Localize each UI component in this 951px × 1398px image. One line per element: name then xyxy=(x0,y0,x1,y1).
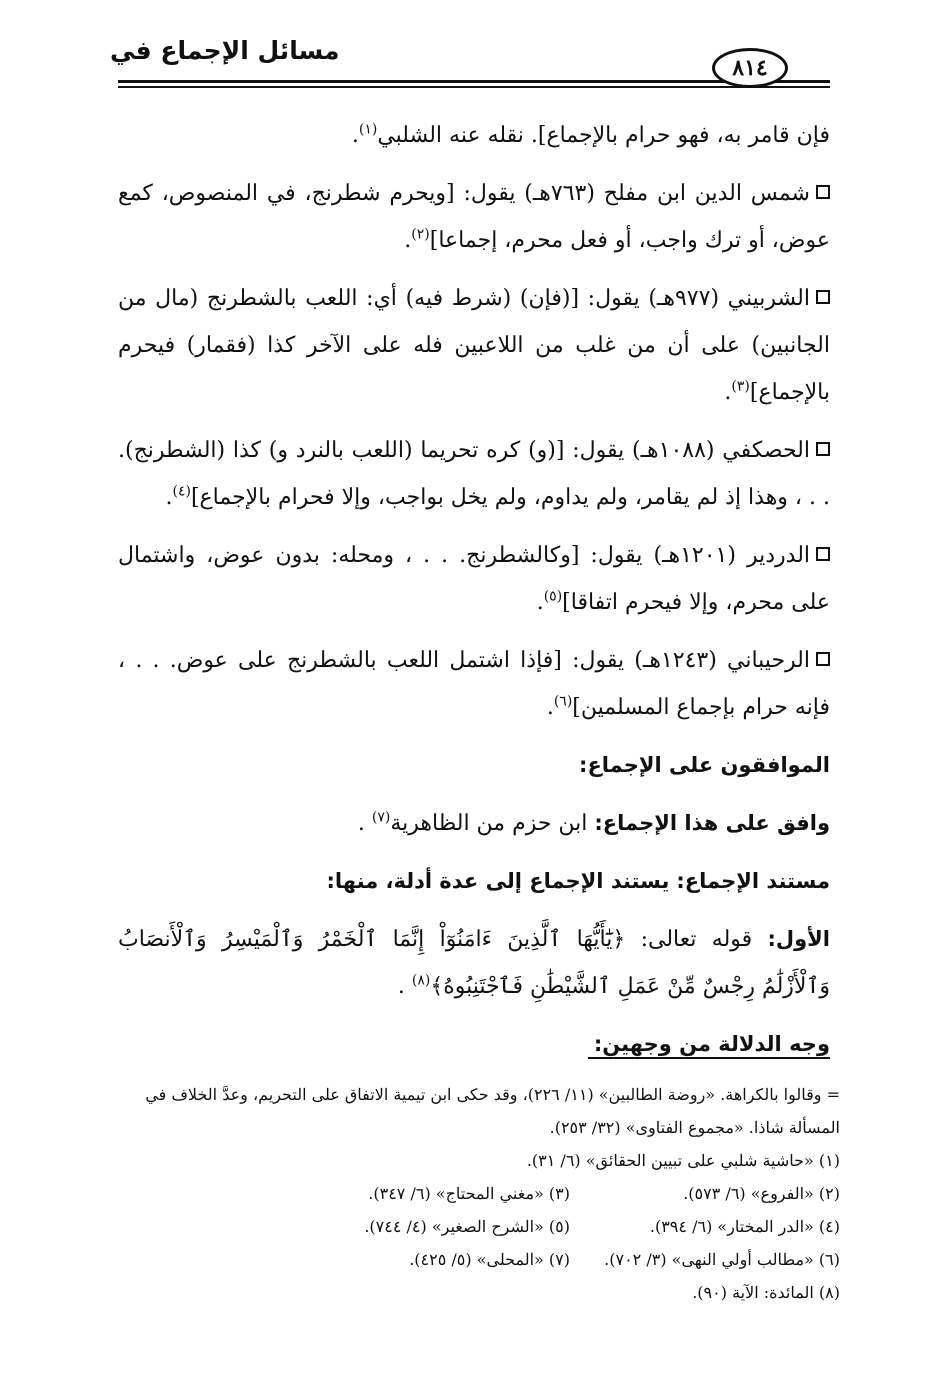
agreeing-label: وافق على هذا الإجماع: xyxy=(594,811,830,835)
footnote: (٨) المائدة: الآية (٩٠). xyxy=(692,1283,840,1302)
paragraph xyxy=(118,637,830,731)
paragraph xyxy=(118,170,830,264)
page-number: ٨١٤ xyxy=(712,48,788,88)
agreeing-text: ابن حزم من الظاهرية xyxy=(390,811,588,836)
footnote-row xyxy=(118,1243,840,1276)
header-rule-thin xyxy=(118,86,830,88)
footnote: (١) «حاشية شلبي على تبيين الحقائق» (٦/ ٣١). xyxy=(526,1151,840,1170)
sentence-end: . xyxy=(165,485,173,510)
section-heading xyxy=(118,1021,830,1068)
checkbox-icon xyxy=(816,442,830,456)
paragraph: الأول: قوله تعالى: ﴿يَٰٓأَيُّهَا ٱلَّذِينَ ءَامَنُوٓاْ إِنَّمَا ٱلْخَمْرُ وَٱلْمَيْسِرُ وَٱلْأَنصَابُ وَٱلْأَزْلَٰمُ رِجْسٌ مِّنْ عَمَلِ ٱلشَّيْطَٰنِ فَٱجْتَنِبُوهُ﴾$^{(٨)}$ . xyxy=(118,927,830,999)
paragraph-text: شمس الدين ابن مفلح (٧٦٣هـ) يقول: [ويحرم شطرنج، في المنصوص، كمع عوض، أو ترك واجب، أو فعل محرم، إجماعا] xyxy=(118,181,830,253)
paragraph-text: فإن قامر به، فهو حرام بالإجماع]. نقله عنه الشلبي xyxy=(377,123,830,148)
footnotes xyxy=(118,1078,840,1309)
footnote-ref: (٨) xyxy=(411,972,431,989)
checkbox-icon xyxy=(816,547,830,561)
main-text xyxy=(118,112,830,1079)
footnote-ref: (٤) xyxy=(172,483,191,500)
sentence-end: . xyxy=(724,380,732,405)
checkbox-icon xyxy=(816,652,830,666)
paragraph-text: الرحيباني (١٢٤٣هـ) يقول: [فإذا اشتمل اللعب بالشطرنج على عوض. . . ، فإنه حرام بإجماع المسلمين] xyxy=(118,648,830,720)
footnote-ref: (٦) xyxy=(553,693,573,710)
footnote-ref: (٣) xyxy=(731,378,750,395)
basis-text: يستند الإجماع إلى عدة أدلة، منها: xyxy=(326,869,670,893)
checkbox-icon xyxy=(816,290,830,304)
section-heading xyxy=(118,742,830,789)
footnote-row xyxy=(118,1177,840,1210)
basis-label: مستند الإجماع: xyxy=(676,869,830,893)
first-label: الأول: xyxy=(767,927,830,951)
running-header-title: مسائل الإجماع في xyxy=(110,36,340,65)
paragraph xyxy=(118,532,830,626)
footnote-ref: (٧) xyxy=(371,809,391,826)
paragraph xyxy=(118,858,830,905)
quran-verse: قوله تعالى: ﴿يَٰٓأَيُّهَا ٱلَّذِينَ ءَامَنُوٓاْ إِنَّمَا ٱلْخَمْرُ وَٱلْمَيْسِرُ وَٱلْأَنصَابُ وَٱلْأَزْلَٰمُ رِجْسٌ مِّنْ عَمَلِ ٱلشَّيْطَٰنِ فَٱجْتَنِبُوهُ﴾ xyxy=(118,927,830,999)
footnote: (٧) «المحلى» (٥/ ٤٢٥). xyxy=(409,1250,570,1269)
paragraph-text: الشربيني (٩٧٧هـ) يقول: [(فإن) (شرط فيه) أي: اللعب بالشطرنج (مال من الجانبين) على أن من غلب من اللاعبين فله على الآخر كذا (فقمار) فيحرم بالإجماع] xyxy=(118,286,830,405)
footnote-ref: (١) xyxy=(358,121,378,138)
footnote-continuation: = وقالوا بالكراهة. «روضة الطالبين» (١١/ ٢٢٦)، وقد حكى ابن تيمية الاتفاق على التحريم، وعدَّ الخلاف في المسألة شاذا. «مجموع الفتاوى» (٣٢/ ٢٥٣). xyxy=(145,1085,840,1137)
paragraph xyxy=(118,275,830,416)
footnote-ref: (٢) xyxy=(411,226,430,243)
footnote: (٣) «مغني المحتاج» (٦/ ٣٤٧). xyxy=(368,1184,570,1203)
paragraph-text: الحصكفي (١٠٨٨هـ) يقول: [(و) كره تحريما (اللعب بالنرد و) كذا (الشطرنج). . . ، وهذا إذ لم يقامر، ولم يداوم، ولم يخل بواجب، وإلا فحرام بالإجماع] xyxy=(118,438,830,510)
footnote: (٦) «مطالب أولي النهى» (٣/ ٧٠٢). xyxy=(604,1250,840,1269)
evidence-heading: وجه الدلالة من وجهين: xyxy=(593,1032,830,1056)
agreeing-heading: الموافقون على الإجماع: xyxy=(579,753,830,777)
footnote-row xyxy=(118,1210,840,1243)
paragraph xyxy=(118,427,830,521)
sentence-end: . xyxy=(404,228,412,253)
footnote-ref: (٥) xyxy=(543,588,563,605)
sentence-end: . xyxy=(536,590,544,615)
checkbox-icon xyxy=(816,185,830,199)
sentence-end: . xyxy=(351,123,359,148)
footnote-divider xyxy=(588,1057,830,1059)
sentence-end: . xyxy=(546,695,554,720)
footnote: (٤) «الدر المختار» (٦/ ٣٩٤). xyxy=(649,1217,840,1236)
paragraph xyxy=(118,112,830,159)
footnote: (٥) «الشرح الصغير» (٤/ ٧٤٤). xyxy=(364,1217,570,1236)
paragraph: وافق على هذا الإجماع: ابن حزم من الظاهرية$^{(٧)}$ . xyxy=(357,809,830,836)
footnote: (٢) «الفروع» (٦/ ٥٧٣). xyxy=(683,1184,840,1203)
paragraph-text: الدردير (١٢٠١هـ) يقول: [وكالشطرنج. . . ، ومحله: بدون عوض، واشتمال على محرم، وإلا فيحرم اتفاقا] xyxy=(118,543,830,615)
